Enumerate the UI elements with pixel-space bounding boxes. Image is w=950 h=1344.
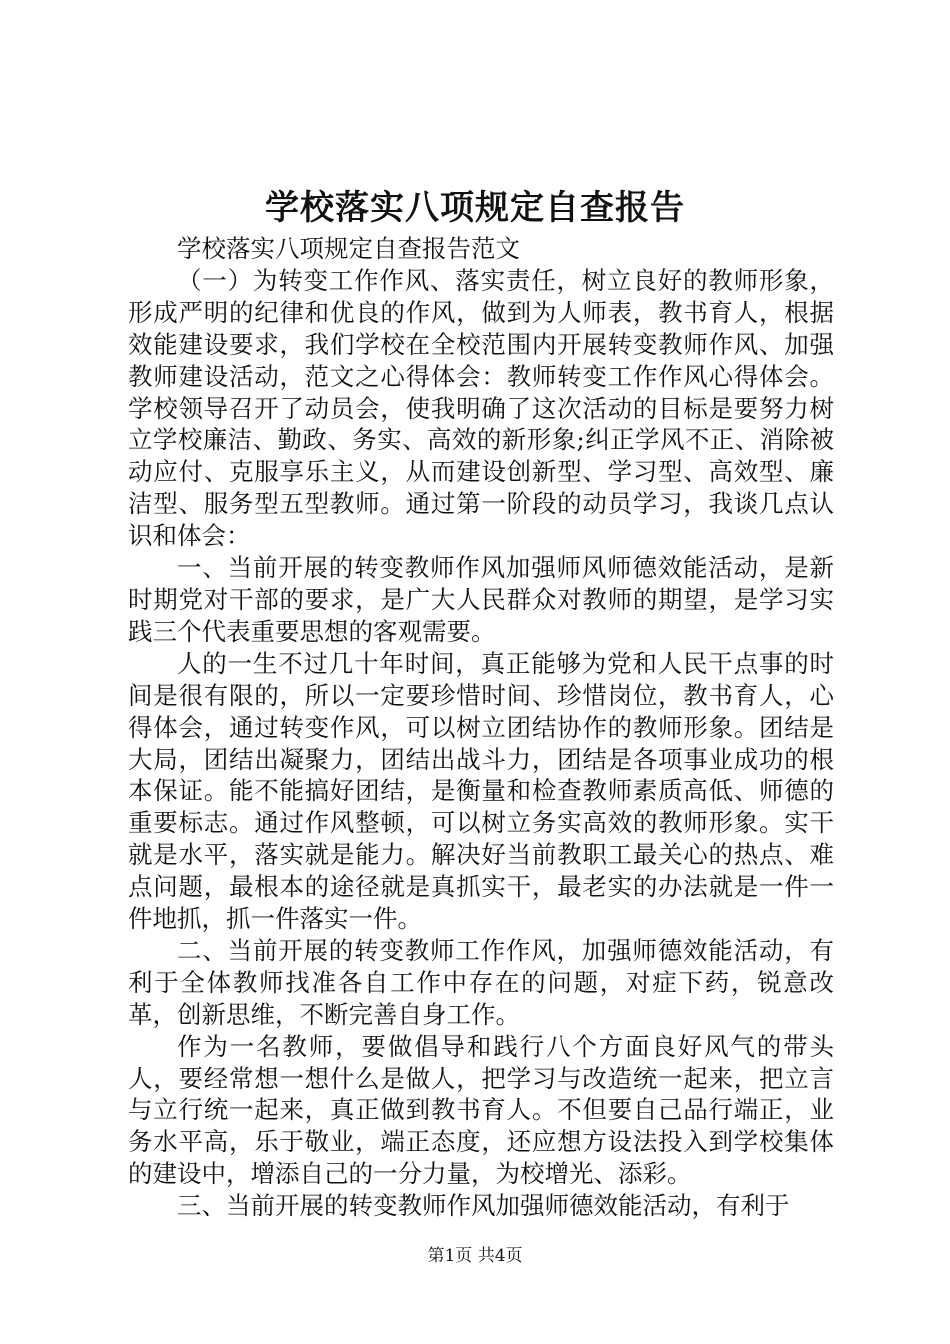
paragraph-intro: （一）为转变工作作风、落实责任，树立良好的教师形象，形成严明的纪律和优良的作风，做到为人师表，教书育人，根据效能建设要求，我们学校在全校范围内开展转变教师作风、加强教师建设活动，范文之心得体会：教师转变工作作风心得体会。学校领导召开了动员会，使我明确了这次活动的目标是要努力树立学校廉洁、勤政、务实、高效的新形象;纠正学风不正、消除被动应付、克服享乐主义，从而建设创新型、学习型、高效型、廉洁型、服务型五型教师。通过第一阶段的动员学习，我谈几点认识和体会： (128, 265, 834, 551)
document-body (128, 233, 834, 1222)
paragraph-point-two-detail: 作为一名教师，要做倡导和践行八个方面良好风气的带头人，要经常想一想什么是做人，把学习与改造统一起来，把立言与立行统一起来，真正做到教书育人。不但要自己品行端正，业务水平高，乐于敬业，端正态度，还应想方设法投入到学校集体的建设中，增添自己的一分力量，为校增光、添彩。 (128, 1031, 834, 1189)
paragraph-point-two: 二、当前开展的转变教师工作作风，加强师德效能活动，有利于全体教师找准各自工作中存在的问题，对症下药，锐意改革，创新思维，不断完善自身工作。 (128, 935, 834, 1029)
page-number-footer: 第1页 共4页 (427, 1246, 523, 1266)
paragraph-subtitle: 学校落实八项规定自查报告范文 (177, 234, 520, 263)
paragraph-point-one-detail: 人的一生不过几十年时间，真正能够为党和人民干点事的时间是很有限的，所以一定要珍惜时间、珍惜岗位，教书育人，心得体会，通过转变作风，可以树立团结协作的教师形象。团结是大局，团结出凝聚力，团结出战斗力，团结是各项事业成功的根本保证。能不能搞好团结，是衡量和检查教师素质高低、师德的重要标志。通过作风整顿，可以树立务实高效的教师形象。实干就是水平，落实就是能力。解决好当前教职工最关心的热点、难点问题，最根本的途径就是真抓实干，最老实的办法就是一件一件地抓，抓一件落实一件。 (128, 648, 834, 934)
paragraph-point-three: 三、当前开展的转变教师作风加强师德效能活动，有利于 (177, 1191, 790, 1221)
document-title: 学校落实八项规定自查报告 (265, 188, 685, 228)
paragraph-point-one: 一、当前开展的转变教师作风加强师风师德效能活动，是新时期党对干部的要求，是广大人民群众对教师的期望，是学习实践三个代表重要思想的客观需要。 (128, 553, 834, 646)
